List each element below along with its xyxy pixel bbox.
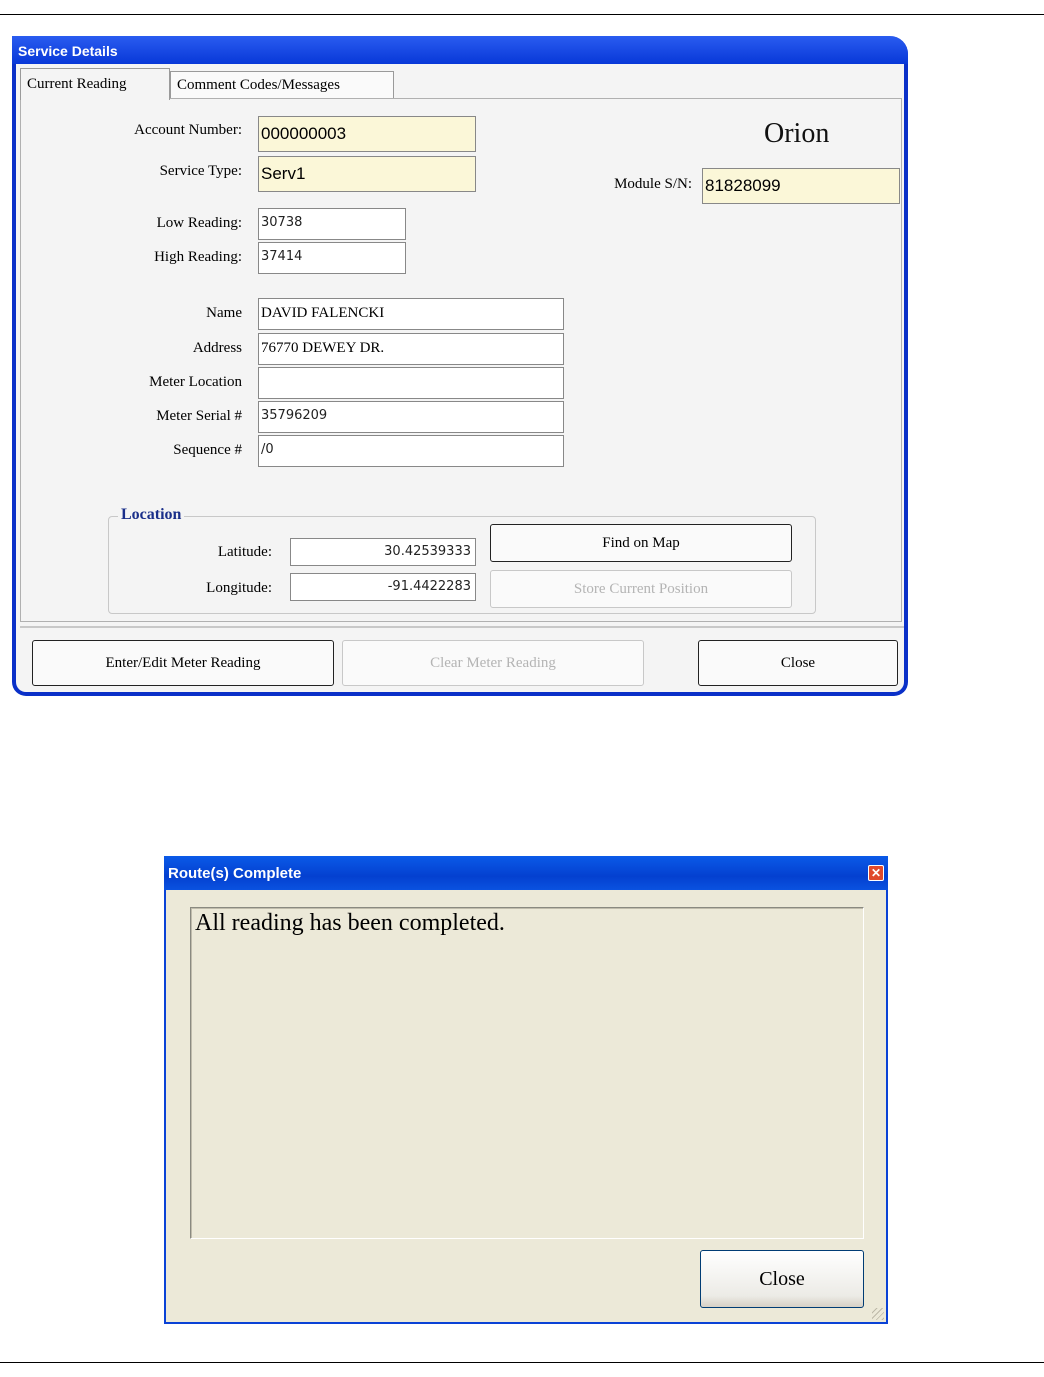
longitude-field[interactable]: -91.4422283 (290, 573, 476, 601)
routes-complete-title-text: Route(s) Complete (168, 865, 302, 882)
name-label: Name (206, 305, 242, 321)
module-sn-label: Module S/N: (614, 176, 692, 192)
low-reading-label: Low Reading: (156, 215, 242, 231)
module-sn-field[interactable]: 81828099 (702, 168, 900, 204)
clear-meter-reading-button[interactable]: Clear Meter Reading (342, 640, 644, 686)
latitude-label: Latitude: (217, 544, 272, 560)
top-rule (0, 14, 1044, 15)
service-details-window (12, 36, 908, 696)
brand-label: Orion (764, 118, 830, 149)
account-number-label: Account Number: (134, 122, 242, 138)
meter-location-field[interactable] (258, 367, 564, 399)
longitude-label: Longitude: (206, 580, 272, 596)
routes-complete-dialog (164, 856, 888, 1324)
sequence-label: Sequence # (173, 442, 242, 458)
completion-message: All reading has been completed. (195, 910, 505, 936)
address-label: Address (192, 340, 242, 356)
routes-complete-title (164, 856, 888, 890)
sequence-field[interactable]: /0 (258, 435, 564, 467)
name-field[interactable]: DAVID FALENCKI (258, 298, 564, 330)
high-reading-field[interactable]: 37414 (258, 242, 406, 274)
bottom-rule (0, 1362, 1044, 1363)
tab-current-reading[interactable]: Current Reading (20, 68, 170, 100)
meter-serial-label: Meter Serial # (156, 408, 242, 424)
address-field[interactable]: 76770 DEWEY DR. (258, 333, 564, 365)
dialog-close-button[interactable]: Close (700, 1250, 864, 1308)
account-number-field[interactable]: 000000003 (258, 116, 476, 152)
service-details-title: Service Details (12, 36, 908, 64)
meter-location-label: Meter Location (149, 374, 242, 390)
latitude-field[interactable]: 30.42539333 (290, 538, 476, 566)
resize-grip-icon[interactable] (872, 1308, 884, 1320)
find-on-map-button[interactable]: Find on Map (490, 524, 792, 562)
enter-edit-meter-reading-button[interactable]: Enter/Edit Meter Reading (32, 640, 334, 686)
meter-serial-field[interactable]: 35796209 (258, 401, 564, 433)
message-box (190, 907, 864, 1239)
tab-comment-codes[interactable]: Comment Codes/Messages (170, 71, 394, 98)
button-bar-separator (20, 626, 904, 628)
low-reading-field[interactable]: 30738 (258, 208, 406, 240)
close-button[interactable]: Close (698, 640, 898, 686)
location-group-title: Location (118, 506, 184, 524)
high-reading-label: High Reading: (154, 249, 242, 265)
store-current-position-button[interactable]: Store Current Position (490, 570, 792, 608)
service-type-field[interactable]: Serv1 (258, 156, 476, 192)
service-type-label: Service Type: (159, 163, 242, 179)
close-x-icon[interactable]: ✕ (868, 865, 884, 881)
